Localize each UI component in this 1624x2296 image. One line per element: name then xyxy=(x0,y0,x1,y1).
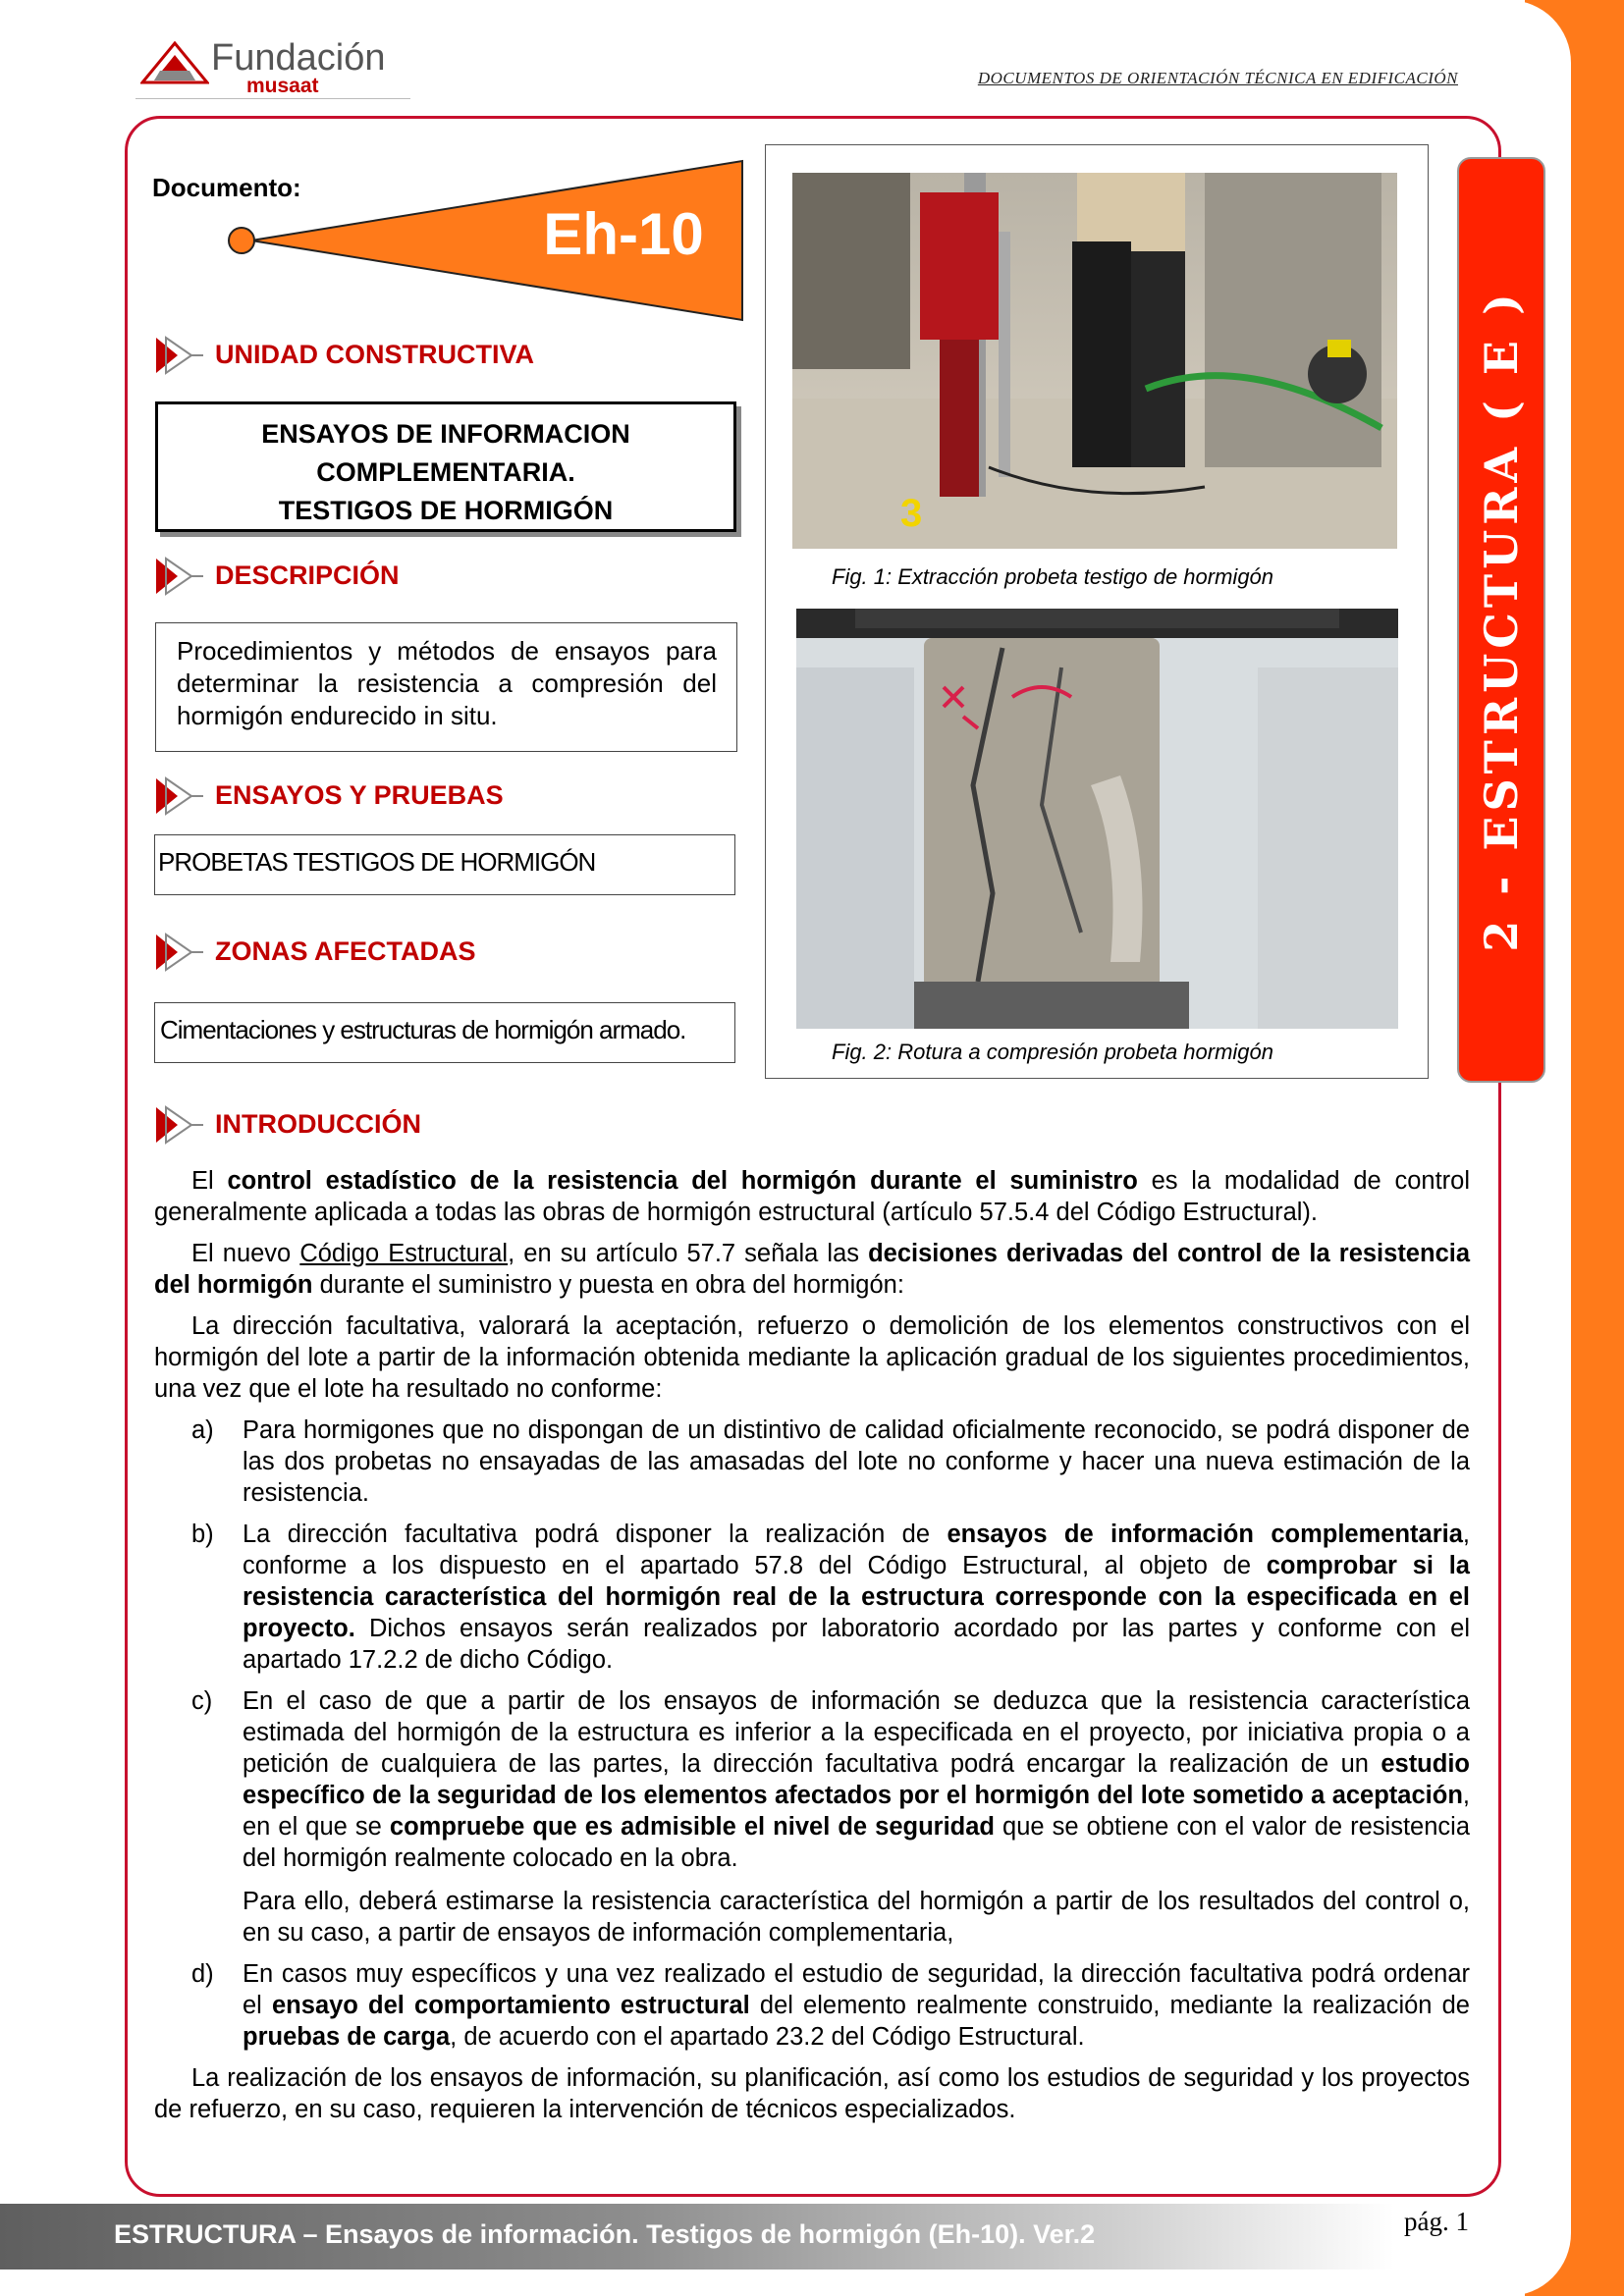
zones-box: Cimentaciones y estructuras de hormigón armado. xyxy=(154,1002,735,1063)
section-arrow-icon xyxy=(154,1105,203,1145)
list-item-c: c) En el caso de que a partir de los ensayos de información se deduzca que la resistencia característica estimada del hormigón de la estructura es inferior a la especificada en el proyecto, por iniciativa propia o a petición de cualquiera de las partes, la dirección facultativa podrá encargar la realización de un estudio específico de la seguridad de los elementos afectados por el hormigón del lote sometido a aceptación, en el que se compruebe que es admisible el nivel de seguridad que se obtiene con el valor de resistencia del hormigón realmente colocado en la obra. Para ello, deberá estimarse la resistencia característica del hormigón a partir de los resultados del control o, en su caso, a partir de ensayos de información complementaria, xyxy=(191,1687,1470,1947)
footer-text: ESTRUCTURA – Ensayos de información. Testigos de hormigón (Eh-10). Ver.2 xyxy=(114,2219,1096,2249)
fundacion-musaat-logo xyxy=(140,33,415,102)
section-tests-heading xyxy=(154,776,567,816)
figure-compression-test-photo xyxy=(796,609,1398,1029)
list-item-a: a) Para hormigones que no dispongan de un distintivo de calidad oficialmente reconocido, se podrá disponer de las dos probetas no ensayadas de las amasadas del lote no conforme y hacer una nueva estimación de la resistencia. xyxy=(191,1416,1470,1507)
codigo-estructural-link[interactable]: Código Estructural xyxy=(299,1240,509,1267)
list-marker: c) xyxy=(191,1687,213,1715)
document-code: Eh-10 xyxy=(543,201,704,267)
footer-bar xyxy=(0,2204,1394,2269)
document-code-dot xyxy=(228,227,255,254)
introduction-text xyxy=(154,1165,1470,2135)
list-item-b: b) La dirección facultativa podrá disponer la realización de ensayos de información complementaria, conforme a los dispuesto en el apartado 57.8 del Código Estructural, al objeto de comprobar si la resistencia característica del hormigón real de la estructura corresponde con la especificada en el proyecto. Dichos ensayos serán realizados por laboratorio acordado por las partes y conforme con el apartado 17.2.2 de dicho Código. xyxy=(191,1521,1470,1674)
intro-closing: La realización de los ensayos de información, su planificación, así como los estudios de seguridad y los proyectos de refuerzo, en su caso, requieren la intervención de técnicos especializados. xyxy=(154,2064,1470,2123)
logo-word: Fundación xyxy=(211,37,386,79)
section-zones-title: ZONAS AFECTADAS xyxy=(215,936,476,966)
section-unit-title: UNIDAD CONSTRUCTIVA xyxy=(215,340,534,369)
section-zones-heading xyxy=(154,933,567,972)
list-item-c-paragraph-2: Para ello, deberá estimarse la resistencia característica del hormigón a partir de los resultados del control o, en su caso, a partir de ensayos de información complementaria, xyxy=(243,1888,1470,1947)
unit-line-1: ENSAYOS DE INFORMACION xyxy=(261,419,630,449)
page-number: pág. 1 xyxy=(1404,2207,1469,2236)
intro-paragraph-3: La dirección facultativa, valorará la aceptación, refuerzo o demolición de los elementos constructivos con el hormigón del lote a partir de la información obtenida mediante la aplicación gradual de los siguientes procedimientos, una vez que el lote ha resultado no conforme: xyxy=(154,1312,1470,1403)
logo-rule xyxy=(135,98,410,99)
figure-1-chalk-mark: 3 xyxy=(900,492,923,535)
section-arrow-icon xyxy=(154,336,203,375)
intro-paragraph-2: El nuevo Código Estructural, en su artículo 57.7 señala las decisiones derivadas del control de la resistencia del hormigón durante el suministro y puesta en obra del hormigón: xyxy=(154,1240,1471,1299)
section-tests-title: ENSAYOS Y PRUEBAS xyxy=(215,780,504,810)
section-description-title: DESCRIPCIÓN xyxy=(215,561,400,590)
unit-box xyxy=(155,401,736,532)
section-unit-heading xyxy=(154,336,567,375)
section-arrow-icon xyxy=(154,776,203,816)
list-marker: a) xyxy=(191,1416,214,1444)
section-arrow-icon xyxy=(154,557,203,596)
side-tab xyxy=(1457,157,1545,1083)
description-box: Procedimientos y métodos de ensayos para determinar la resistencia a compresión del hormigón endurecido in situ. xyxy=(155,622,737,752)
figure-core-extraction-photo xyxy=(792,173,1397,549)
list-marker: d) xyxy=(191,1960,214,1988)
unit-line-2: COMPLEMENTARIA. xyxy=(316,457,575,487)
section-intro-heading xyxy=(154,1105,567,1145)
list-item-d: d) En casos muy específicos y una vez realizado el estudio de seguridad, la dirección facultativa podrá ordenar el ensayo del comportamiento estructural del elemento realmente construido, mediante la realización de pruebas de carga, de acuerdo con el apartado 23.2 del Código Estructural. xyxy=(191,1960,1470,2051)
header-title: DOCUMENTOS DE ORIENTACIÓN TÉCNICA EN EDIFICACIÓN xyxy=(977,69,1458,87)
document-label: Documento: xyxy=(152,173,301,202)
section-intro-title: INTRODUCCIÓN xyxy=(215,1109,421,1139)
side-tab-label: 2 - ESTRUCTURA ( E ) xyxy=(1475,288,1528,952)
logo-triangle-icon xyxy=(140,41,209,84)
logo-subword: musaat xyxy=(246,75,319,97)
figure-1-caption: Fig. 1: Extracción probeta testigo de hormigón xyxy=(832,564,1274,589)
intro-paragraph-1: El control estadístico de la resistencia del hormigón durante el suministro es la modalidad de control generalmente aplicada a todas las obras de hormigón estructural (artículo 57.5.4 del Código Estructural). xyxy=(154,1167,1470,1226)
tests-box: PROBETAS TESTIGOS DE HORMIGÓN xyxy=(154,834,735,895)
section-description-heading xyxy=(154,557,567,596)
unit-line-3: TESTIGOS DE HORMIGÓN xyxy=(278,496,614,525)
list-marker: b) xyxy=(191,1521,214,1548)
figure-2-caption: Fig. 2: Rotura a compresión probeta hormigón xyxy=(832,1040,1274,1064)
section-arrow-icon xyxy=(154,933,203,972)
